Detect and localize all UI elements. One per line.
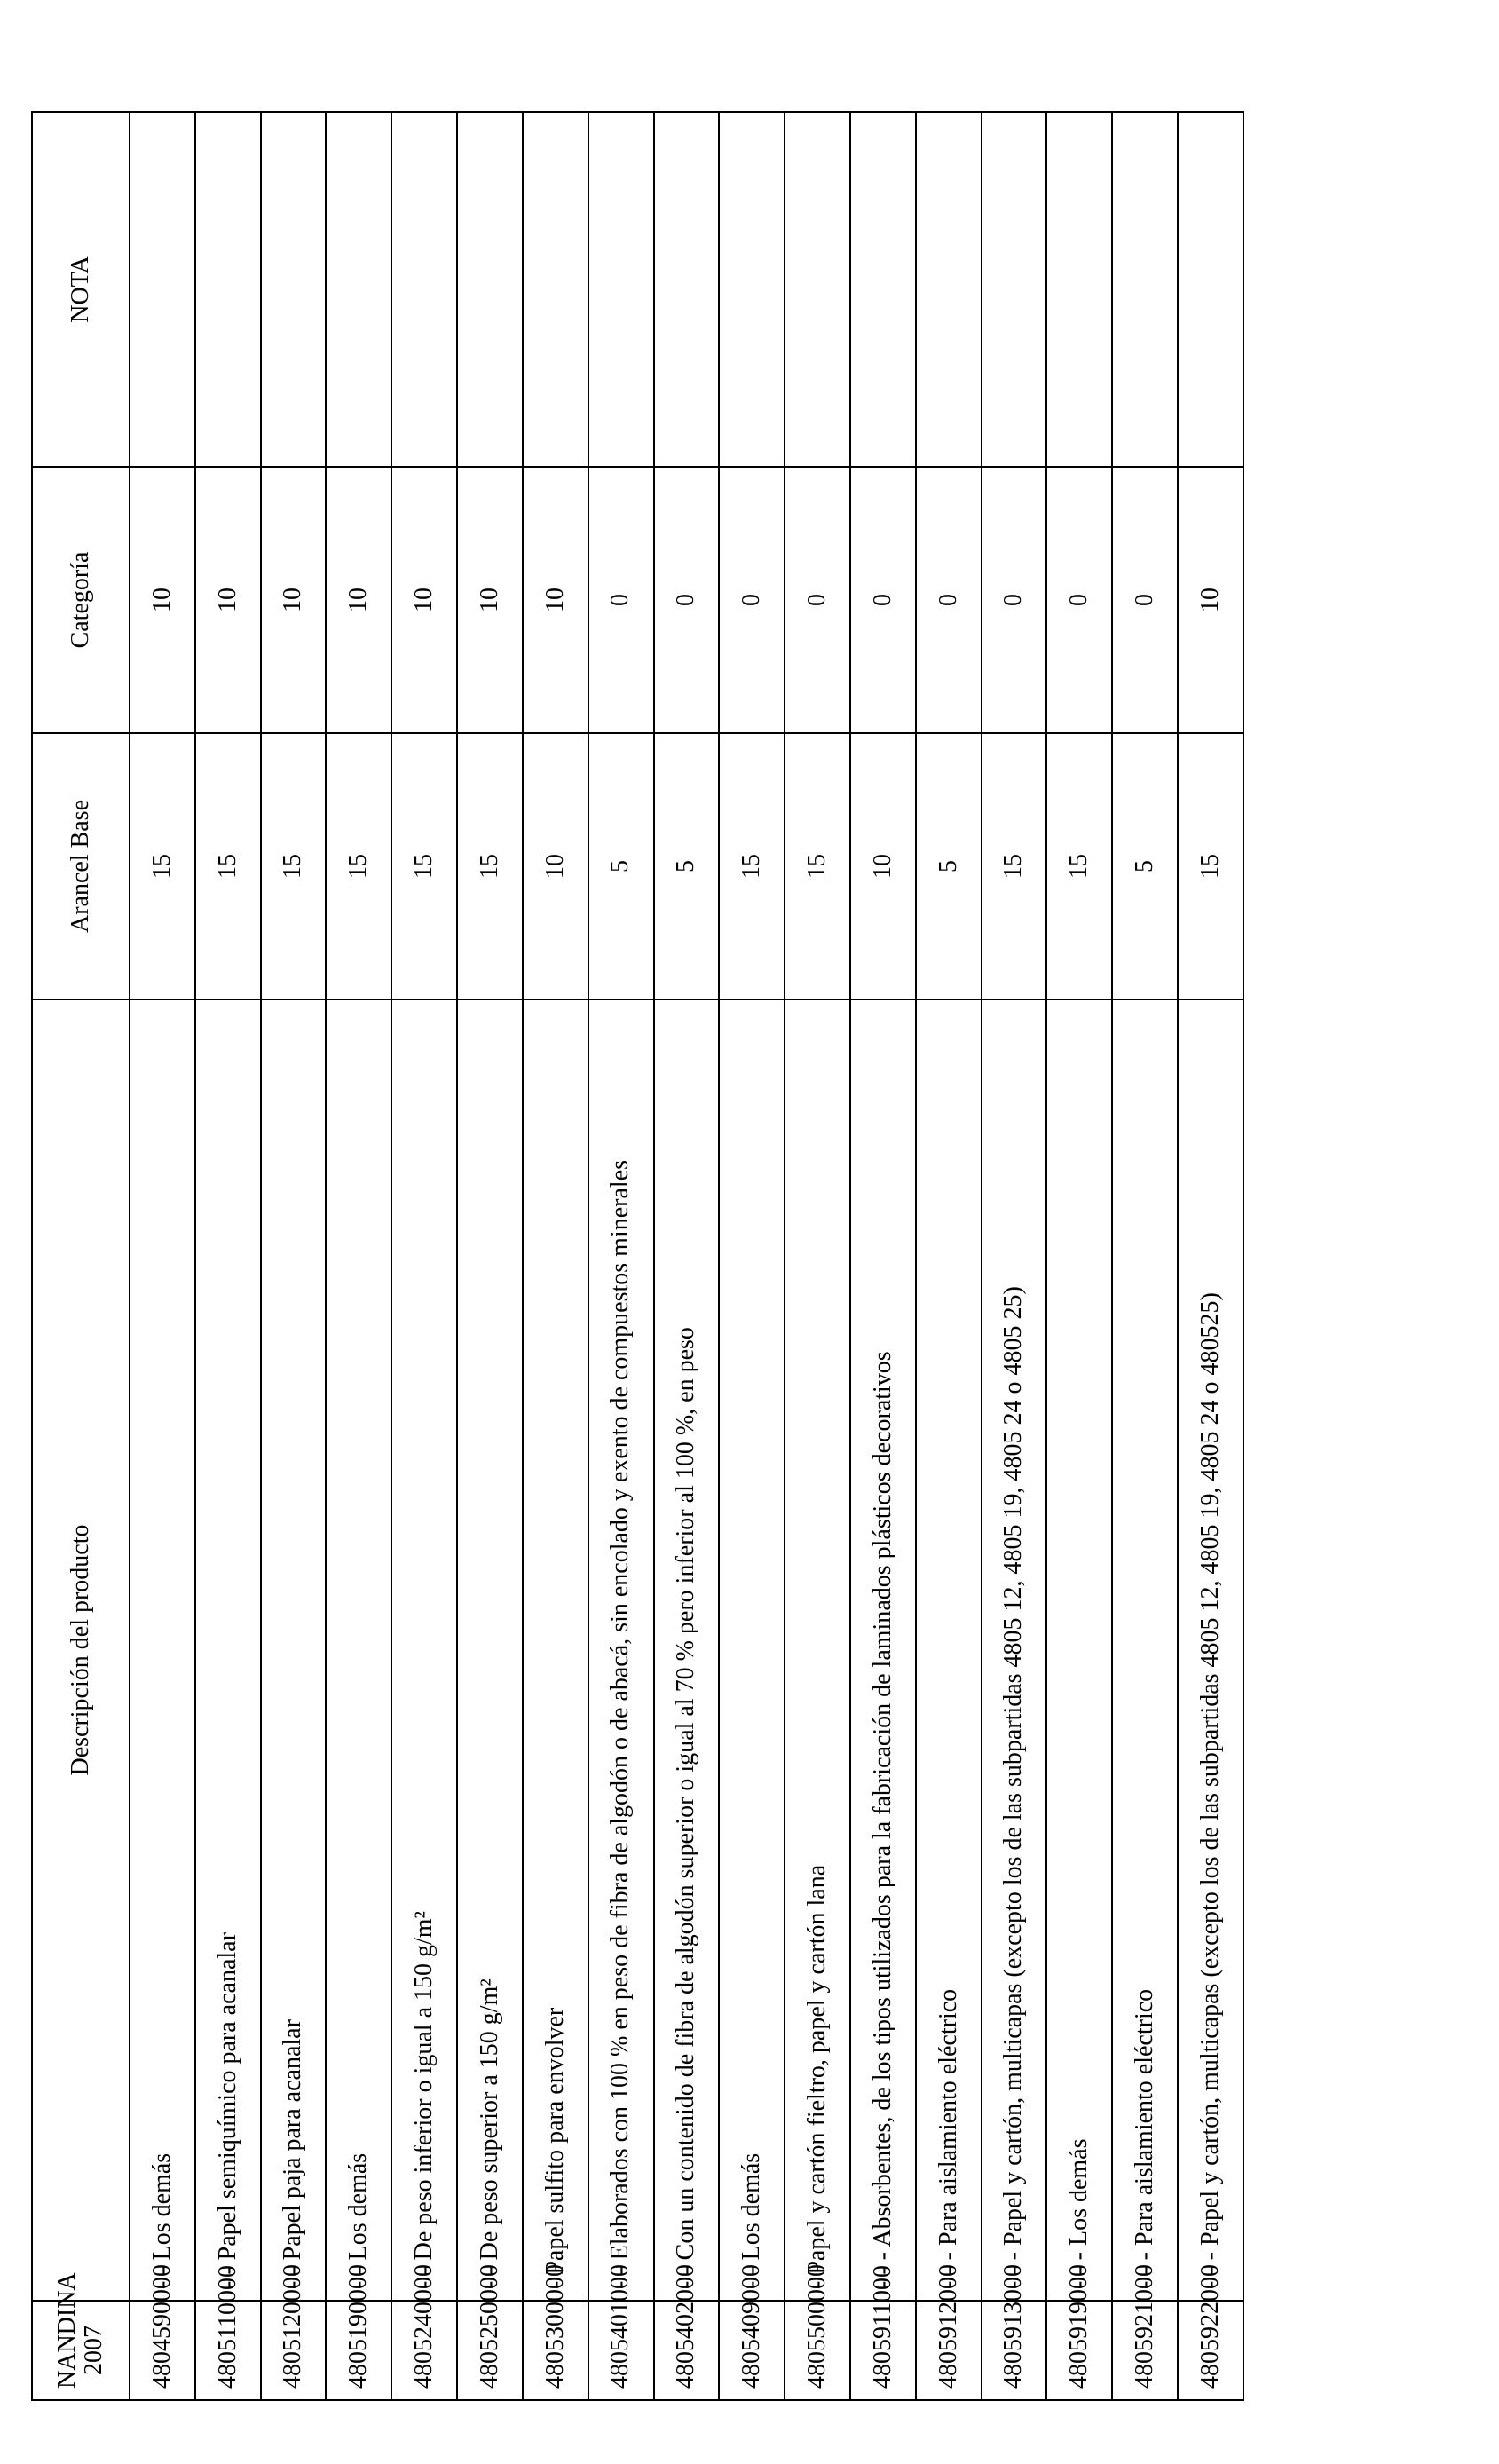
table-row — [654, 112, 720, 2400]
cell-categoria: 10 — [391, 467, 457, 733]
cell-nandina-code: 4804590000 — [130, 2301, 195, 2400]
cell-description: - - - Para aislamiento eléctrico — [1112, 999, 1178, 2301]
cell-nota — [457, 112, 523, 467]
cell-nota — [523, 112, 588, 467]
cell-description: - - - Absorbentes, de los tipos utilizados para la fabricación de laminados plásticos decorativos — [850, 999, 916, 2301]
cell-arancel-base: 15 — [982, 733, 1047, 999]
header-nandina — [32, 2272, 130, 2400]
cell-nandina-code: 4805921000 — [1112, 2301, 1178, 2400]
table-row — [261, 112, 327, 2400]
table-row — [523, 112, 588, 2400]
cell-nota — [785, 112, 850, 467]
cell-nandina-code: 4805300000 — [523, 2301, 588, 2400]
cell-arancel-base: 15 — [261, 733, 327, 999]
cell-categoria: 10 — [195, 467, 261, 733]
table-row — [982, 112, 1047, 2400]
cell-description: - - Papel paja para acanalar — [261, 999, 327, 2301]
cell-categoria: 0 — [719, 467, 785, 733]
table-row — [130, 112, 195, 2400]
table-row — [1046, 112, 1112, 2400]
cell-nandina-code: 4805402000 — [654, 2301, 720, 2400]
cell-arancel-base: 15 — [1046, 733, 1112, 999]
cell-nandina-code: 4805190000 — [326, 2301, 391, 2400]
table-row — [326, 112, 391, 2400]
cell-arancel-base: 5 — [588, 733, 654, 999]
table-row — [588, 112, 654, 2400]
cell-nandina-code: 4805409000 — [719, 2301, 785, 2400]
header-nandina-line2: 2007 — [80, 2326, 107, 2375]
cell-description: - Papel y cartón fieltro, papel y cartón lana — [785, 999, 850, 2301]
cell-arancel-base: 15 — [391, 733, 457, 999]
cell-categoria: 10 — [326, 467, 391, 733]
cell-nandina-code: 4805240000 — [391, 2301, 457, 2400]
cell-description: - - - Para aislamiento eléctrico — [916, 999, 982, 2301]
table-row — [1178, 112, 1243, 2400]
cell-categoria: 0 — [1112, 467, 1178, 733]
table-row — [785, 112, 850, 2400]
table-row — [850, 112, 916, 2400]
cell-description: - - Los demás — [130, 999, 195, 2301]
cell-arancel-base: 10 — [850, 733, 916, 999]
cell-nandina-code: 4805913000 — [982, 2301, 1047, 2400]
cell-description: - - Los demás — [719, 999, 785, 2301]
tariff-table — [31, 111, 1244, 2401]
rotated-table-container — [31, 113, 1244, 2401]
cell-nandina-code: 4805250000 — [457, 2301, 523, 2400]
cell-categoria: 10 — [523, 467, 588, 733]
cell-arancel-base: 15 — [457, 733, 523, 999]
header-categoria: Categoría — [32, 467, 130, 733]
cell-arancel-base: 15 — [130, 733, 195, 999]
cell-arancel-base: 15 — [326, 733, 391, 999]
cell-nandina-code: 4805912000 — [916, 2301, 982, 2400]
cell-nota — [326, 112, 391, 467]
cell-categoria: 0 — [654, 467, 720, 733]
cell-nota — [391, 112, 457, 467]
header-arancel: Arancel Base — [32, 733, 130, 999]
cell-arancel-base: 5 — [916, 733, 982, 999]
cell-nandina-code: 4805911000 — [850, 2301, 916, 2400]
table-row — [195, 112, 261, 2400]
cell-nandina-code: 4805922000 — [1178, 2301, 1243, 2400]
cell-description: - - Elaborados con 100 % en peso de fibra de algodón o de abacá, sin encolado y exento de compuestos minerales — [588, 999, 654, 2301]
header-nota: NOTA — [32, 112, 130, 467]
cell-description: - - - Papel y cartón, multicapas (excepto los de las subpartidas 4805 12, 4805 19, 4805 24 o 4805 25) — [982, 999, 1047, 2301]
table-row — [916, 112, 982, 2400]
cell-arancel-base: 5 — [1112, 733, 1178, 999]
cell-nota — [850, 112, 916, 467]
cell-categoria: 0 — [982, 467, 1047, 733]
cell-categoria: 10 — [1178, 467, 1243, 733]
cell-description: - - Los demás — [326, 999, 391, 2301]
cell-arancel-base: 15 — [1178, 733, 1243, 999]
cell-categoria: 10 — [130, 467, 195, 733]
table-body — [130, 112, 1243, 2400]
cell-categoria: 0 — [1046, 467, 1112, 733]
cell-arancel-base: 10 — [523, 733, 588, 999]
cell-nota — [916, 112, 982, 467]
cell-categoria: 0 — [588, 467, 654, 733]
table-row — [391, 112, 457, 2400]
cell-arancel-base: 15 — [195, 733, 261, 999]
header-row — [32, 112, 130, 2400]
cell-nota — [130, 112, 195, 467]
cell-nota — [1112, 112, 1178, 467]
cell-nota — [982, 112, 1047, 467]
cell-nandina-code: 4805500000 — [785, 2301, 850, 2400]
cell-arancel-base: 15 — [719, 733, 785, 999]
cell-description: - - De peso superior a 150 g/m² — [457, 999, 523, 2301]
cell-nota — [588, 112, 654, 467]
table-row — [457, 112, 523, 2400]
cell-nandina-code: 4805919000 — [1046, 2301, 1112, 2400]
cell-description: - - Con un contenido de fibra de algodón superior o igual al 70 % pero inferior al 100 %, en peso — [654, 999, 720, 2301]
cell-description: - - - Los demás — [1046, 999, 1112, 2301]
cell-categoria: 10 — [457, 467, 523, 733]
cell-nandina-code: 4805120000 — [261, 2301, 327, 2400]
cell-nota — [261, 112, 327, 467]
cell-categoria: 0 — [916, 467, 982, 733]
cell-nota — [719, 112, 785, 467]
cell-description: - - Papel semiquímico para acanalar — [195, 999, 261, 2301]
table-row — [719, 112, 785, 2400]
cell-categoria: 0 — [785, 467, 850, 733]
cell-nota — [1178, 112, 1243, 467]
cell-nota — [654, 112, 720, 467]
cell-nota — [195, 112, 261, 467]
header-descripcion: Descripción del producto — [32, 999, 130, 2301]
header-nandina-line1: NANDINA — [52, 2272, 81, 2389]
cell-categoria: 0 — [850, 467, 916, 733]
table-row — [1112, 112, 1178, 2400]
cell-arancel-base: 15 — [785, 733, 850, 999]
cell-description: - - - Papel y cartón, multicapas (excepto los de las subpartidas 4805 12, 4805 19, 4805 24 o 480525) — [1178, 999, 1243, 2301]
cell-description: - Papel sulfito para envolver — [523, 999, 588, 2301]
cell-categoria: 10 — [261, 467, 327, 733]
cell-nandina-code: 4805110000 — [195, 2301, 261, 2400]
cell-description: - - De peso inferior o igual a 150 g/m² — [391, 999, 457, 2301]
cell-arancel-base: 5 — [654, 733, 720, 999]
cell-nandina-code: 4805401000 — [588, 2301, 654, 2400]
cell-nota — [1046, 112, 1112, 467]
